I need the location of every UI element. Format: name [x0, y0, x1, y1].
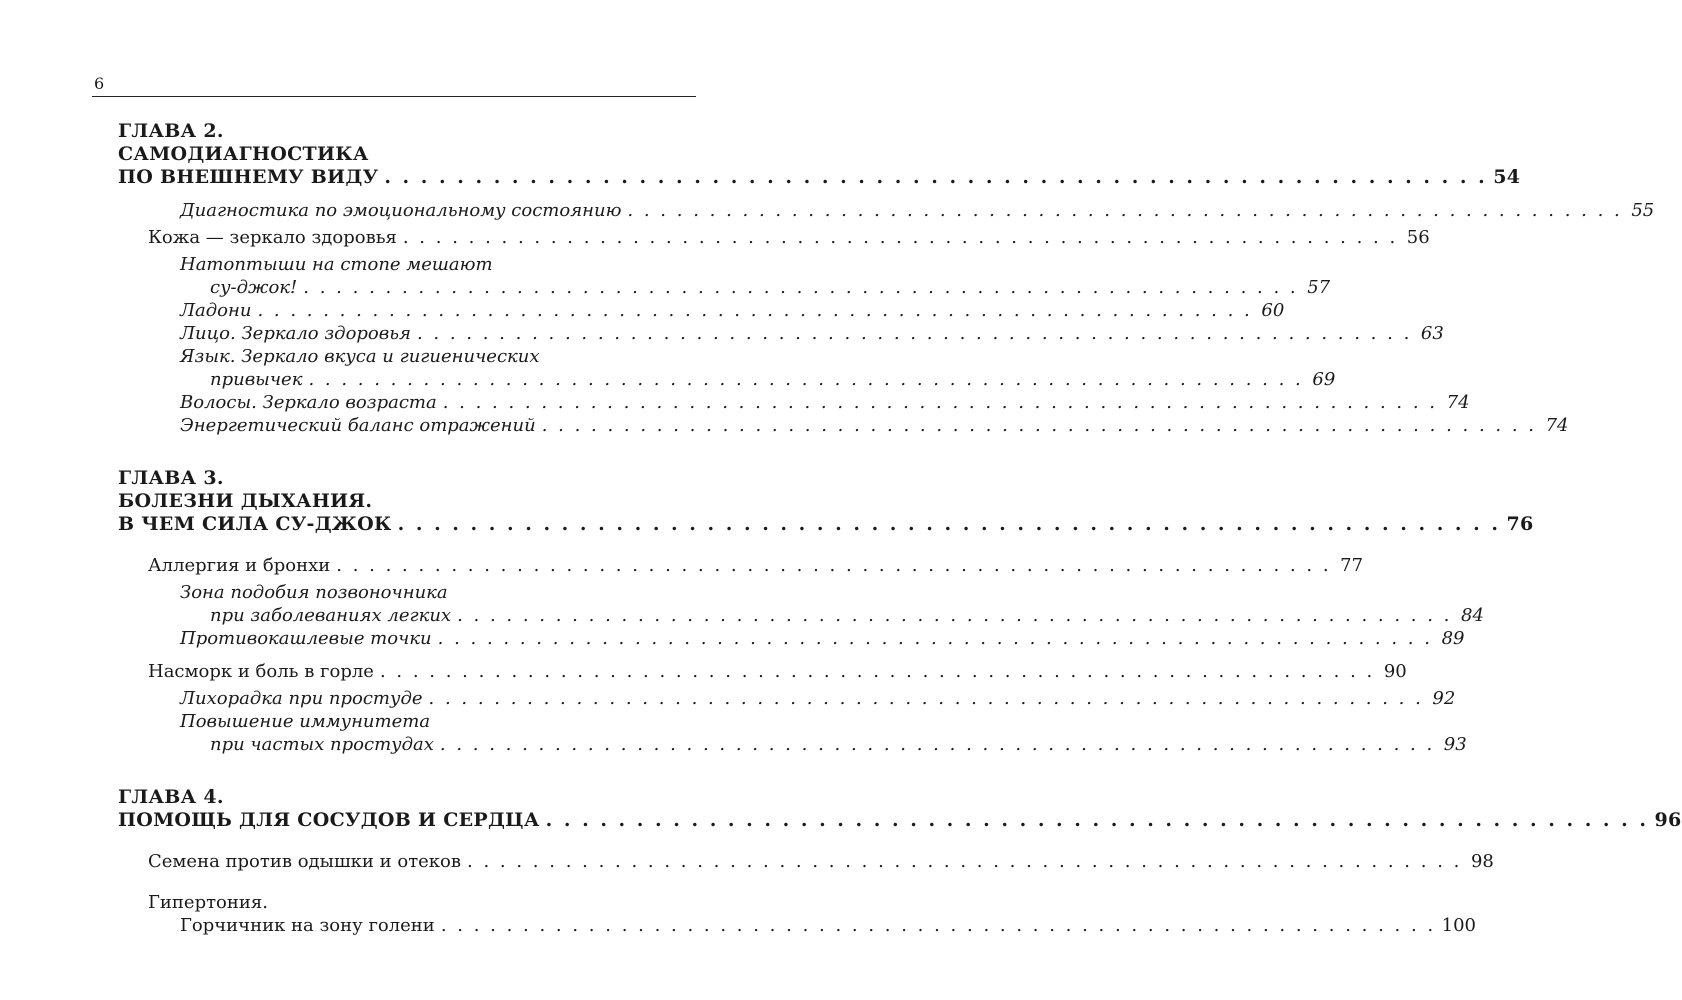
chapter-title: ПОМОЩЬ ДЛЯ СОСУДОВ И СЕРДЦА — [118, 809, 540, 831]
dot-leader: . . . . . . . . . . . . . . . . . . . . . . . . . . . . . . . . . . . . . . . . . . . . . . . . . . . . . . . . . . . . . — [457, 605, 1452, 626]
toc-entry[interactable] — [180, 299, 1285, 322]
toc-entry[interactable] — [180, 687, 1456, 710]
entry-title: Лихорадка при простуде — [180, 688, 423, 709]
entry-title: Насморк и боль в горле — [148, 661, 374, 682]
toc-entry[interactable] — [210, 604, 1484, 627]
dot-leader: . . . . . . . . . . . . . . . . . . . . . . . . . . . . . . . . . . . . . . . . . . . . . . . . . . . . . . . . . . . . . — [384, 166, 1488, 188]
table-of-contents — [118, 120, 1682, 937]
dot-leader: . . . . . . . . . . . . . . . . . . . . . . . . . . . . . . . . . . . . . . . . . . . . . . . . . . . . . . . . . . . . . — [545, 809, 1649, 831]
chapter-2-title-entry[interactable] — [118, 166, 1521, 189]
page-ref: 90 — [1383, 661, 1407, 682]
toc-entry-line: Натоптыши на стопе мешают — [180, 254, 493, 275]
chapter-3-title-entry[interactable] — [118, 513, 1534, 536]
dot-leader: . . . . . . . . . . . . . . . . . . . . . . . . . . . . . . . . . . . . . . . . . . . . . . . . . . . . . . . . . . . . . — [627, 200, 1623, 221]
chapter-3-title-line: БОЛЕЗНИ ДЫХАНИЯ. — [118, 490, 373, 512]
page-ref: 60 — [1261, 300, 1285, 321]
page-ref: 100 — [1441, 915, 1476, 936]
dot-leader: . . . . . . . . . . . . . . . . . . . . . . . . . . . . . . . . . . . . . . . . . . . . . . . . . . . . . . . . . . . . . — [467, 851, 1462, 872]
chapter-title: ПО ВНЕШНЕМУ ВИДУ — [118, 166, 379, 188]
entry-title: Семена против одышки и отеков — [148, 851, 462, 872]
entry-title: Горчичник на зону голени — [180, 915, 435, 936]
toc-entry[interactable] — [180, 627, 1465, 650]
toc-entry[interactable] — [148, 660, 1407, 683]
page-ref: 74 — [1545, 415, 1569, 436]
toc-entry[interactable] — [148, 554, 1364, 577]
page-ref: 84 — [1461, 605, 1484, 626]
page-ref: 89 — [1441, 628, 1465, 649]
chapter-4-label: ГЛАВА 4. — [118, 786, 224, 808]
toc-entry[interactable] — [180, 322, 1444, 345]
dot-leader: . . . . . . . . . . . . . . . . . . . . . . . . . . . . . . . . . . . . . . . . . . . . . . . . . . . . . . . . . . . . . — [416, 323, 1412, 344]
entry-title: привычек — [210, 369, 303, 390]
entry-title: при частых простудах — [210, 734, 434, 755]
page-ref: 96 — [1654, 809, 1682, 831]
page-ref: 63 — [1420, 323, 1444, 344]
page-ref: 74 — [1446, 392, 1470, 413]
entry-title: су-джок! — [210, 277, 298, 298]
dot-leader: . . . . . . . . . . . . . . . . . . . . . . . . . . . . . . . . . . . . . . . . . . . . . . . . . . . . . . . . . . . . . — [336, 555, 1332, 576]
entry-title: Энергетический баланс отражений — [180, 415, 536, 436]
dot-leader: . . . . . . . . . . . . . . . . . . . . . . . . . . . . . . . . . . . . . . . . . . . . . . . . . . . . . . . . . . . . . — [541, 415, 1537, 436]
page-ref: 77 — [1340, 555, 1364, 576]
entry-title: Кожа — зеркало здоровья — [148, 227, 397, 248]
entry-title: Ладони — [180, 300, 252, 321]
dot-leader: . . . . . . . . . . . . . . . . . . . . . . . . . . . . . . . . . . . . . . . . . . . . . . . . . . . . . . . . . . . . . — [308, 369, 1304, 390]
chapter-3-label: ГЛАВА 3. — [118, 467, 224, 489]
dot-leader: . . . . . . . . . . . . . . . . . . . . . . . . . . . . . . . . . . . . . . . . . . . . . . . . . . . . . . . . . . . . . — [437, 628, 1433, 649]
page-number: 6 — [94, 74, 105, 93]
dot-leader: . . . . . . . . . . . . . . . . . . . . . . . . . . . . . . . . . . . . . . . . . . . . . . . . . . . . . . . . . . . . . — [440, 915, 1436, 936]
page-ref: 98 — [1470, 851, 1494, 872]
toc-entry[interactable] — [210, 276, 1331, 299]
dot-leader: . . . . . . . . . . . . . . . . . . . . . . . . . . . . . . . . . . . . . . . . . . . . . . . . . . . . . . . . . . . . . — [303, 277, 1299, 298]
dot-leader: . . . . . . . . . . . . . . . . . . . . . . . . . . . . . . . . . . . . . . . . . . . . . . . . . . . . . . . . . . . . . — [257, 300, 1253, 321]
dot-leader: . . . . . . . . . . . . . . . . . . . . . . . . . . . . . . . . . . . . . . . . . . . . . . . . . . . . . . . . . . . . . — [379, 661, 1375, 682]
page-ref: 92 — [1432, 688, 1456, 709]
chapter-title: В ЧЕМ СИЛА СУ-ДЖОК — [118, 513, 392, 535]
dot-leader: . . . . . . . . . . . . . . . . . . . . . . . . . . . . . . . . . . . . . . . . . . . . . . . . . . . . . . . . . . . . . — [439, 734, 1435, 755]
toc-entry[interactable] — [148, 226, 1430, 249]
page-ref: 76 — [1506, 513, 1534, 535]
dot-leader: . . . . . . . . . . . . . . . . . . . . . . . . . . . . . . . . . . . . . . . . . . . . . . . . . . . . . . . . . . . . . — [397, 513, 1501, 535]
page-ref: 55 — [1631, 200, 1655, 221]
toc-entry-line: Гипертония. — [148, 892, 268, 913]
entry-title: Противокашлевые точки — [180, 628, 432, 649]
entry-title: Волосы. Зеркало возраста — [180, 392, 437, 413]
chapter-4-title-entry[interactable] — [118, 809, 1682, 832]
toc-entry-line: Зона подобия позвоночника — [180, 582, 448, 603]
page-ref: 69 — [1312, 369, 1336, 390]
dot-leader: . . . . . . . . . . . . . . . . . . . . . . . . . . . . . . . . . . . . . . . . . . . . . . . . . . . . . . . . . . . . . — [442, 392, 1438, 413]
toc-entry[interactable] — [210, 368, 1336, 391]
toc-entry[interactable] — [180, 199, 1655, 222]
dot-leader: . . . . . . . . . . . . . . . . . . . . . . . . . . . . . . . . . . . . . . . . . . . . . . . . . . . . . . . . . . . . . — [428, 688, 1424, 709]
page-ref: 56 — [1406, 227, 1430, 248]
entry-title: Диагностика по эмоциональному состоянию — [180, 200, 622, 221]
toc-entry-line: Повышение иммунитета — [180, 711, 431, 732]
header-rule — [92, 96, 696, 97]
toc-entry[interactable] — [180, 391, 1470, 414]
chapter-2-label: ГЛАВА 2. — [118, 120, 224, 142]
chapter-2-title-line: САМОДИАГНОСТИКА — [118, 143, 369, 165]
page-ref: 54 — [1493, 166, 1521, 188]
toc-entry[interactable] — [180, 914, 1476, 937]
dot-leader: . . . . . . . . . . . . . . . . . . . . . . . . . . . . . . . . . . . . . . . . . . . . . . . . . . . . . . . . . . . . . — [402, 227, 1398, 248]
page-ref: 57 — [1307, 277, 1331, 298]
toc-entry[interactable] — [180, 414, 1569, 437]
page-ref: 93 — [1443, 734, 1467, 755]
entry-title: Аллергия и бронхи — [148, 555, 331, 576]
toc-entry[interactable] — [148, 850, 1494, 873]
entry-title: при заболеваниях легких — [210, 605, 452, 626]
toc-entry-line: Язык. Зеркало вкуса и гигиенических — [180, 346, 540, 367]
toc-entry[interactable] — [210, 733, 1467, 756]
entry-title: Лицо. Зеркало здоровья — [180, 323, 411, 344]
